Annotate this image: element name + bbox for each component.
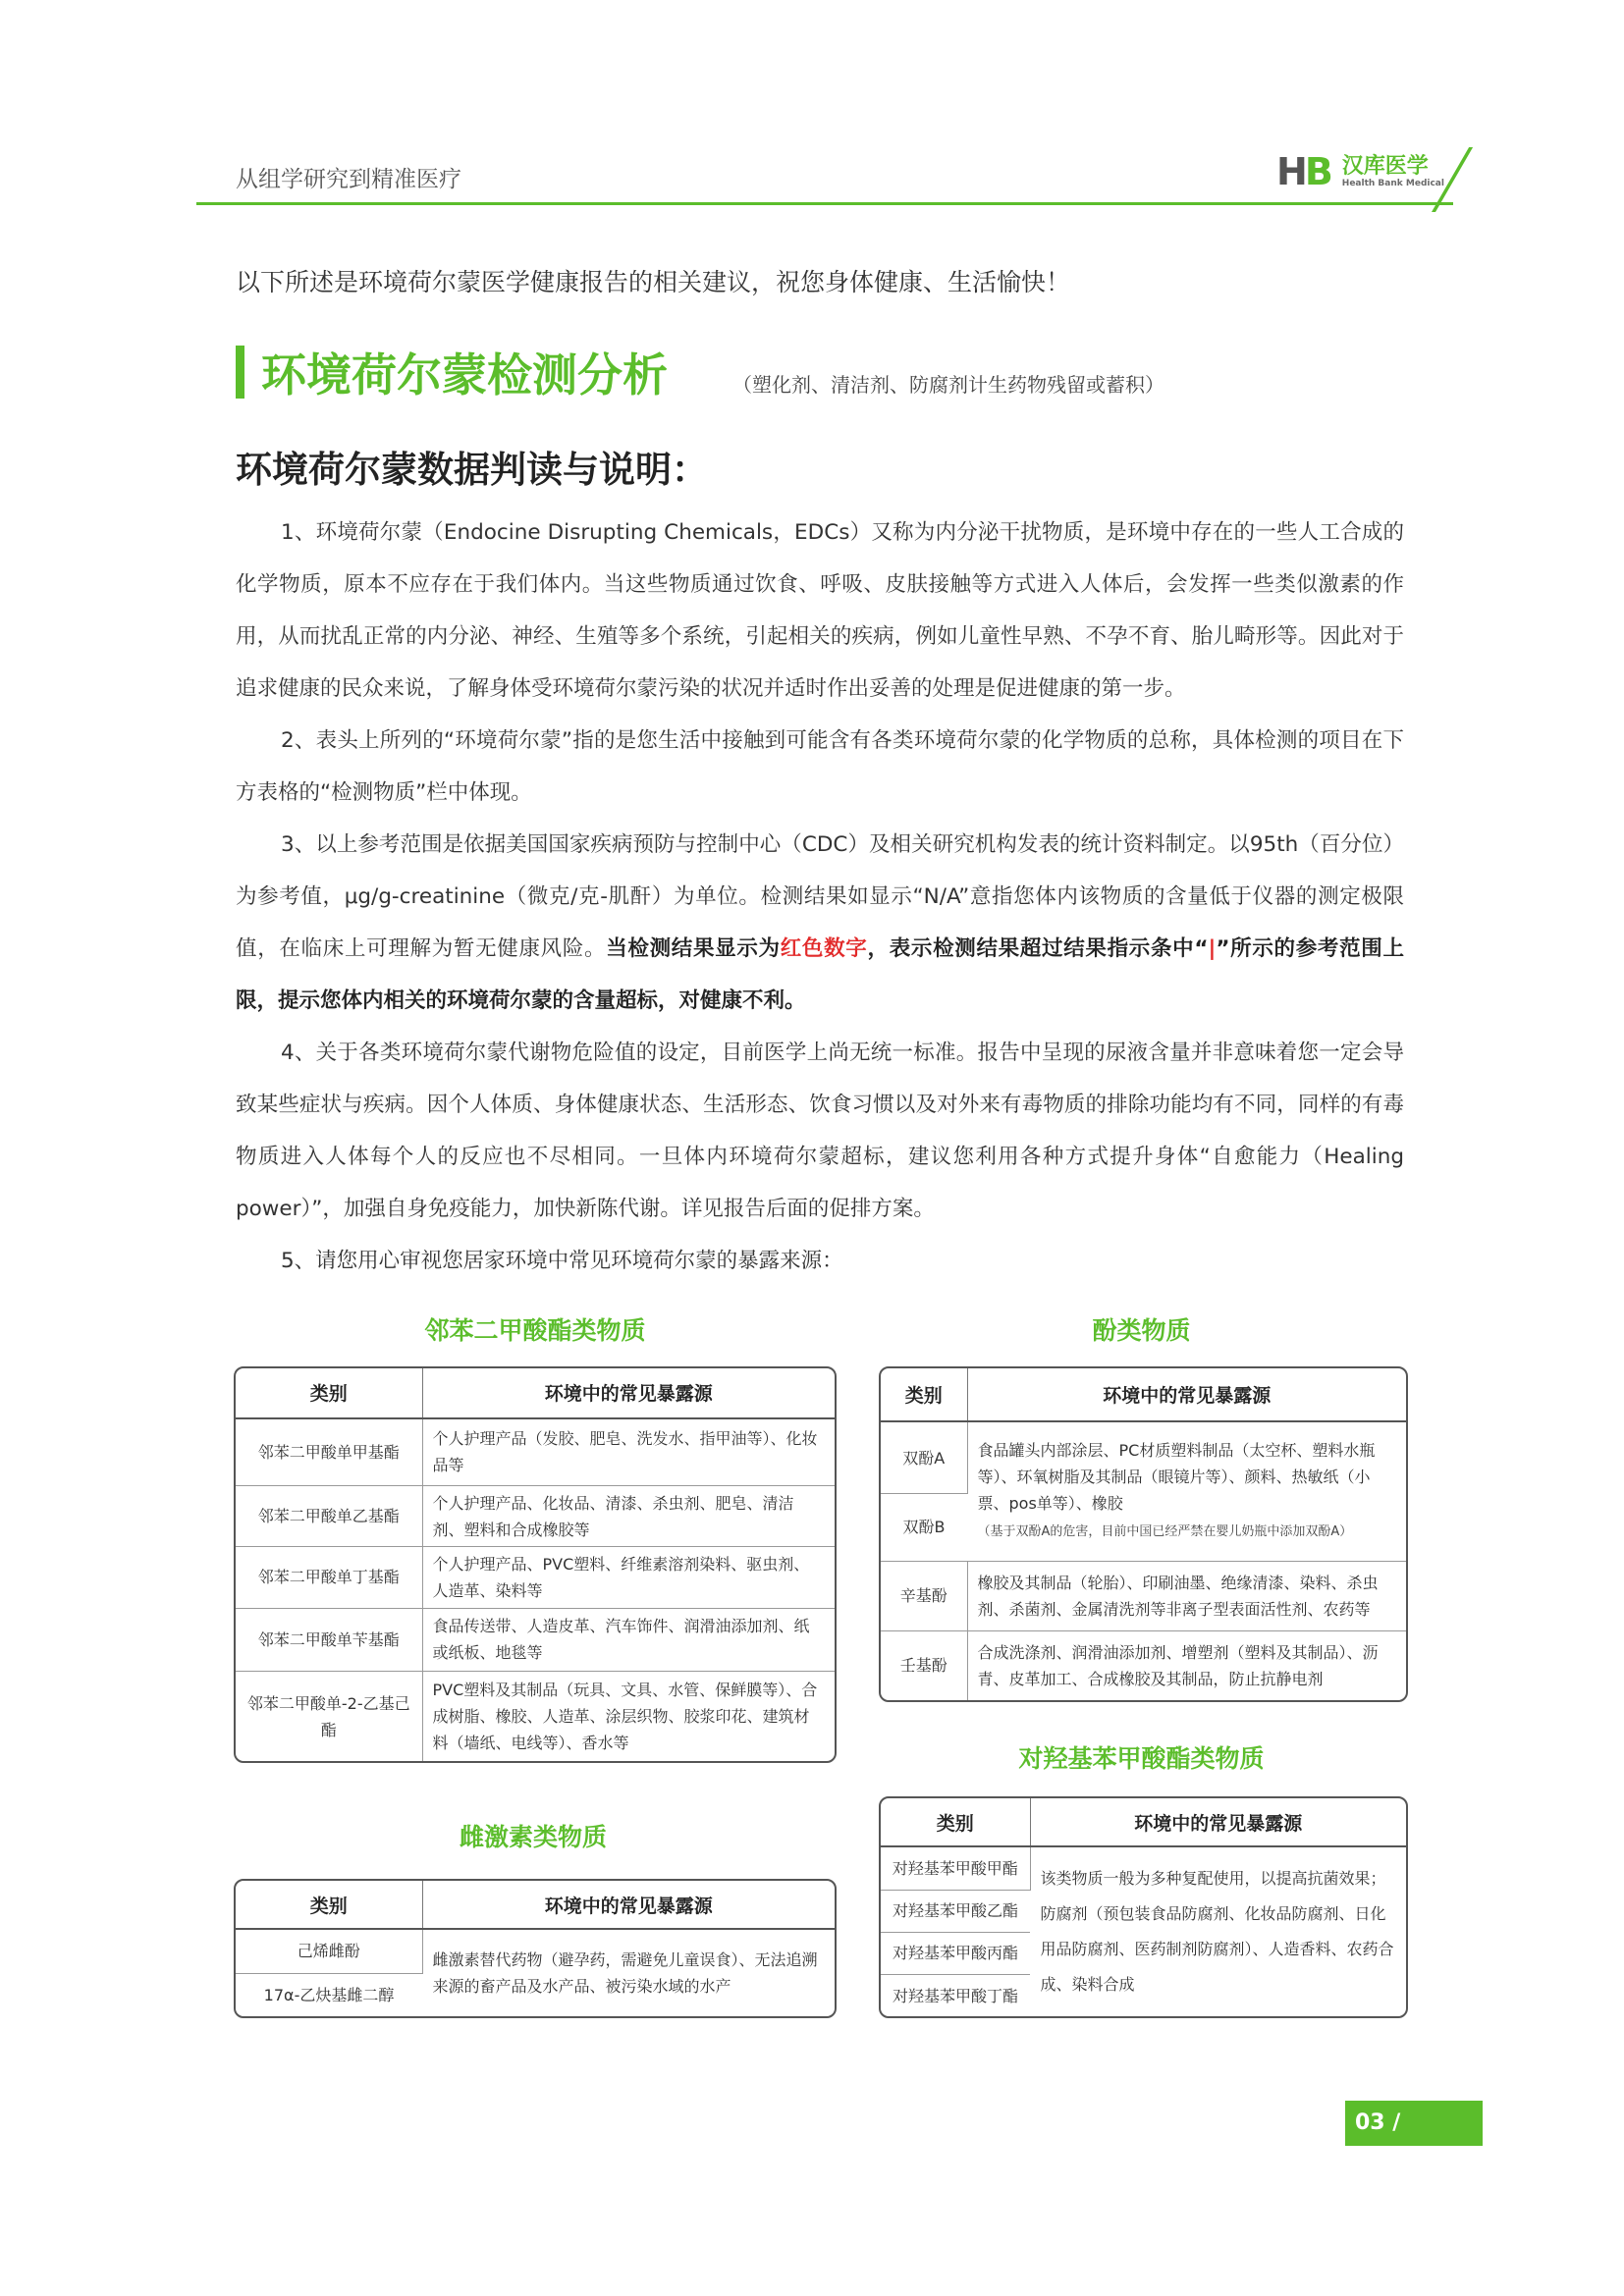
col-header-category: 类别	[236, 1881, 422, 1929]
row-source: 个人护理产品、化妆品、清漆、杀虫剂、肥皂、清洁剂、塑料和合成橡胶等	[422, 1485, 835, 1546]
row-category: 邻苯二甲酸单丁基酯	[236, 1547, 422, 1608]
page-number	[1345, 2101, 1483, 2180]
page-number-value: 03	[1355, 2110, 1385, 2135]
page-number-label: / PAGES	[1355, 2110, 1435, 2180]
estrogen-table-title: 雌激素类物质	[459, 1823, 607, 1851]
estrogen-table	[234, 1879, 837, 2018]
col-header-source: 环境中的常见暴露源	[1030, 1798, 1406, 1846]
row-source: 食品传送带、人造皮革、汽车饰件、润滑油添加剂、纸或纸板、地毯等	[422, 1608, 835, 1671]
explanation-body	[236, 507, 1404, 1287]
paragraph-4: 4、关于各类环境荷尔蒙代谢物危险值的设定，目前医学上尚无统一标准。报告中呈现的尿液含量并非意味着您一定会导致某些症状与疾病。因个人体质、身体健康状态、生活形态、饮食习惯以及对外来有毒物质的排除功能均有不同，同样的有毒物质进入人体每个人的反应也不尽相同。一旦体内环境荷尔蒙超标，建议您利用各种方式提升身体“自愈能力（Healing power）”，加强自身免疫能力，加快新陈代谢。详见报告后面的促排方案。	[236, 1041, 1404, 1221]
row-category: 壬基酚	[881, 1630, 967, 1700]
table-row	[881, 1846, 1406, 1890]
row-source: 个人护理产品（发胶、肥皂、洗发水、指甲油等）、化妆品等	[432, 1429, 818, 1475]
phenol-table-title: 酚类物质	[1092, 1316, 1191, 1345]
paragraph-3	[236, 819, 1404, 1027]
source-text: 食品罐头内部涂层、PC材质塑料制品（太空杯、塑料水瓶等）、环氧树脂及其制品（眼镜片等）、颜料、热敏纸（小票、pos单等）、橡胶	[977, 1441, 1376, 1514]
company-logo	[1276, 150, 1444, 193]
row-source: PVC塑料及其制品（玩具、文具、水管、保鲜膜等）、合成树脂、橡胶、人造革、涂层织物、胶浆印花、建筑材料（墙纸、电线等）、香水等	[422, 1672, 835, 1761]
row-category: 对羟基苯甲酸乙酯	[881, 1890, 1030, 1932]
table-row	[236, 1672, 835, 1761]
table-row	[236, 1608, 835, 1671]
row-category: 邻苯二甲酸单-2-乙基己酯	[236, 1672, 422, 1761]
paragraph-3-red: 红色数字	[780, 936, 868, 961]
header-tagline: 从组学研究到精准医疗	[236, 167, 461, 192]
table-row	[881, 1630, 1406, 1700]
col-header-source: 环境中的常见暴露源	[967, 1368, 1406, 1421]
row-category: 对羟基苯甲酸甲酯	[881, 1846, 1030, 1890]
row-category: 邻苯二甲酸单乙基酯	[236, 1485, 422, 1546]
table-row	[236, 1485, 835, 1546]
row-category: 17α-乙炔基雌二醇	[236, 1973, 422, 2016]
row-source: 橡胶及其制品（轮胎）、印刷油墨、绝缘清漆、染料、杀虫剂、杀菌剂、金属清洗剂等非离子型表面活性剂、农药等	[967, 1561, 1406, 1630]
table-row	[236, 1418, 835, 1486]
logo-mark-h: H	[1276, 150, 1305, 193]
intro-text: 以下所述是环境荷尔蒙医学健康报告的相关建议，祝您身体健康、生活愉快！	[236, 268, 1071, 296]
row-category: 双酚B	[881, 1493, 967, 1561]
col-header-category: 类别	[236, 1368, 422, 1418]
row-category: 辛基酚	[881, 1561, 967, 1630]
paragraph-3-d: ”所示的参考范围上限，提示您体内相关的环境荷尔蒙的含量超标，对健康不利。	[236, 936, 1404, 1013]
paraben-table-title: 对羟基苯甲酸酯类物质	[1018, 1744, 1265, 1773]
paragraph-3-b: 当检测结果显示为	[606, 936, 781, 961]
paragraph-3-a: 3、以上参考范围是依据美国国家疾病预防与控制中心（CDC）及相关研究机构发表的统计资料制定。以95th（百分位）为参考值，μg/g-creatinine（微克/克-肌酐）为单位。检测结果如显示“N/A”意指您体内该物质的含量低于仪器的测定极限值，在临床上可理解为暂无健康风险。	[236, 832, 1404, 961]
row-category: 双酚A	[881, 1421, 967, 1493]
logo-mark-b: B	[1304, 150, 1330, 193]
logo-cn: 汉库医学	[1341, 153, 1429, 179]
col-header-category: 类别	[881, 1798, 1030, 1846]
table-row	[236, 1547, 835, 1608]
section-bar	[236, 346, 244, 399]
paragraph-2: 2、表头上所列的“环境荷尔蒙”指的是您生活中接触到可能含有各类环境荷尔蒙的化学物质的总称，具体检测的项目在下方表格的“检测物质”栏中体现。	[236, 728, 1404, 805]
section-subtitle: （塑化剂、清洁剂、防腐剂计生药物残留或蓄积）	[732, 373, 1164, 397]
paragraph-3-bar: |	[1208, 936, 1217, 961]
paragraph-5: 5、请您用心审视您居家环境中常见环境荷尔蒙的暴露来源：	[281, 1249, 843, 1273]
col-header-category: 类别	[881, 1368, 967, 1421]
header-divider	[196, 202, 1453, 205]
row-category: 对羟基苯甲酸丙酯	[881, 1932, 1030, 1974]
row-source	[967, 1421, 1406, 1561]
row-source: 合成洗涤剂、润滑油添加剂、增塑剂（塑料及其制品）、沥青、皮革加工、合成橡胶及其制品，防止抗静电剂	[967, 1630, 1406, 1700]
paragraph-3-c: ，表示检测结果超过结果指示条中“	[867, 936, 1209, 961]
source-note: （基于双酚A的危害，目前中国已经严禁在婴儿奶瓶中添加双酚A）	[977, 1524, 1353, 1540]
section-title: 环境荷尔蒙检测分析	[261, 348, 668, 401]
row-category: 邻苯二甲酸单甲基酯	[236, 1418, 422, 1486]
logo-mark	[1276, 150, 1330, 193]
row-source: 该类物质一般为多种复配使用，以提高抗菌效果；防腐剂（预包装食品防腐剂、化妆品防腐剂、日化用品防腐剂、医药制剂防腐剂）、人造香料、农药合成、染料合成	[1040, 1869, 1394, 1994]
row-source: 个人护理产品、PVC塑料、纤维素溶剂染料、驱虫剂、人造革、染料等	[422, 1547, 835, 1608]
table-row	[881, 1561, 1406, 1630]
row-category: 邻苯二甲酸单苄基酯	[236, 1608, 422, 1671]
table-row	[236, 1929, 835, 1973]
row-source: 雌激素替代药物（避孕药，需避免儿童误食）、无法追溯来源的畜产品及水产品、被污染水域的水产	[432, 1950, 818, 1996]
sub-title: 环境荷尔蒙数据判读与说明：	[236, 449, 708, 491]
phenol-table	[879, 1366, 1408, 1702]
table-row	[881, 1421, 1406, 1493]
phthalate-table-title: 邻苯二甲酸酯类物质	[424, 1316, 646, 1345]
paraben-table	[879, 1796, 1408, 2018]
paragraph-1: 1、环境荷尔蒙（Endocine Disrupting Chemicals，EDCs）又称为内分泌干扰物质，是环境中存在的一些人工合成的化学物质，原本不应存在于我们体内。当这些物质通过饮食、呼吸、皮肤接触等方式进入人体后，会发挥一些类似激素的作用，从而扰乱正常的内分泌、神经、生殖等多个系统，引起相关的疾病，例如儿童性早熟、不孕不育、胎儿畸形等。因此对于追求健康的民众来说，了解身体受环境荷尔蒙污染的状况并适时作出妥善的处理是促进健康的第一步。	[236, 520, 1404, 701]
row-category: 己烯雌酚	[236, 1929, 422, 1973]
col-header-source: 环境中的常见暴露源	[422, 1368, 835, 1418]
phthalate-table	[234, 1366, 837, 1763]
logo-en: Health Bank Medical	[1341, 179, 1444, 189]
row-category: 对羟基苯甲酸丁酯	[881, 1975, 1030, 2017]
col-header-source: 环境中的常见暴露源	[422, 1881, 835, 1929]
